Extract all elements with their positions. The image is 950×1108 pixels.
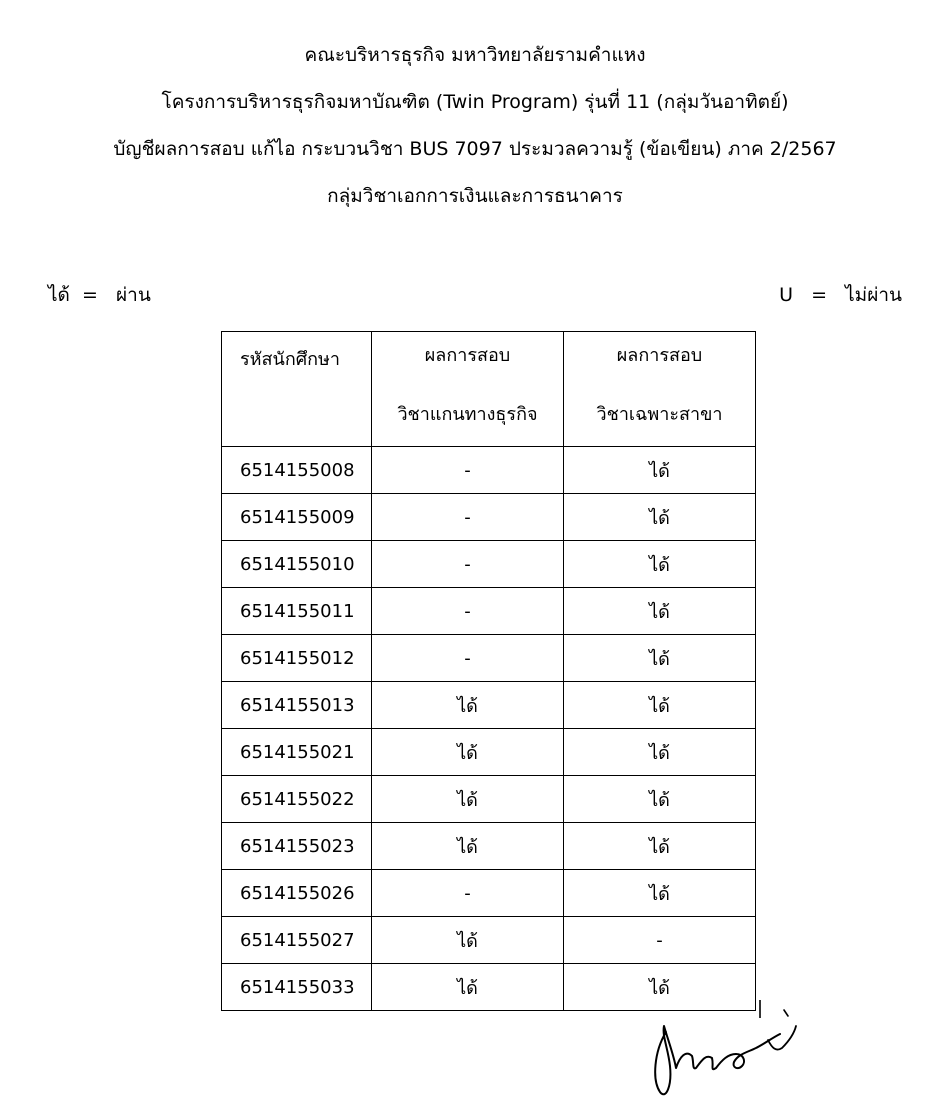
header-core-line2: วิชาแกนทางธุรกิจ xyxy=(397,404,538,425)
student-id-cell: 6514155012 xyxy=(222,635,372,682)
header-major-line2: วิชาเฉพาะสาขา xyxy=(596,404,723,425)
student-id-cell: 6514155011 xyxy=(222,588,372,635)
exam-results-title: บัญชีผลการสอบ แก้ไอ กระบวนวิชา BUS 7097 ประมวลความรู้ (ข้อเขียน) ภาค 2/2567 xyxy=(113,138,837,160)
header-major-result xyxy=(564,332,756,447)
major-result-cell: ได้ xyxy=(564,729,756,776)
student-id-cell: 6514155022 xyxy=(222,776,372,823)
header-core-result xyxy=(372,332,564,447)
core-result-cell: ได้ xyxy=(372,917,564,964)
exam-results-table xyxy=(221,331,756,1011)
header-student-id: รหัสนักศึกษา xyxy=(222,332,372,447)
core-result-cell: - xyxy=(372,447,564,494)
table-row xyxy=(222,776,756,823)
major-result-cell: ได้ xyxy=(564,541,756,588)
student-id-cell: 6514155010 xyxy=(222,541,372,588)
core-result-cell: - xyxy=(372,541,564,588)
header-major-line1: ผลการสอบ xyxy=(616,345,703,366)
student-id-cell: 6514155027 xyxy=(222,917,372,964)
legend-pass: ได้ = ผ่าน xyxy=(48,284,151,306)
major-result-cell: ได้ xyxy=(564,588,756,635)
core-result-cell: ได้ xyxy=(372,682,564,729)
core-result-cell: - xyxy=(372,870,564,917)
major-group-title: กลุ่มวิชาเอกการเงินและการธนาคาร xyxy=(327,185,623,207)
table-row xyxy=(222,447,756,494)
student-id-cell: 6514155009 xyxy=(222,494,372,541)
student-id-cell: 6514155021 xyxy=(222,729,372,776)
table-row xyxy=(222,823,756,870)
faculty-university-title: คณะบริหารธุรกิจ มหาวิทยาลัยรามคำแหง xyxy=(304,44,646,66)
core-result-cell: ได้ xyxy=(372,776,564,823)
major-result-cell: ได้ xyxy=(564,823,756,870)
core-result-cell: ได้ xyxy=(372,729,564,776)
student-id-cell: 6514155008 xyxy=(222,447,372,494)
table-row xyxy=(222,635,756,682)
document-header xyxy=(0,32,950,220)
core-result-cell: - xyxy=(372,588,564,635)
major-result-cell: ได้ xyxy=(564,870,756,917)
student-id-cell: 6514155033 xyxy=(222,964,372,1011)
table-row xyxy=(222,917,756,964)
table-row xyxy=(222,682,756,729)
program-title: โครงการบริหารธุรกิจมหาบัณฑิต (Twin Program) รุ่นที่ 11 (กลุ่มวันอาทิตย์) xyxy=(161,91,789,113)
table-row xyxy=(222,494,756,541)
table-row xyxy=(222,729,756,776)
major-result-cell: ได้ xyxy=(564,494,756,541)
core-result-cell: - xyxy=(372,494,564,541)
major-result-cell: ได้ xyxy=(564,964,756,1011)
handwritten-signature xyxy=(648,996,798,1100)
core-result-cell: - xyxy=(372,635,564,682)
table-header-row xyxy=(222,332,756,447)
major-result-cell: - xyxy=(564,917,756,964)
table-row xyxy=(222,588,756,635)
header-core-line1: ผลการสอบ xyxy=(424,345,511,366)
table-row xyxy=(222,541,756,588)
core-result-cell: ได้ xyxy=(372,964,564,1011)
major-result-cell: ได้ xyxy=(564,447,756,494)
major-result-cell: ได้ xyxy=(564,635,756,682)
major-result-cell: ได้ xyxy=(564,776,756,823)
legend-fail: U = ไม่ผ่าน xyxy=(779,284,902,306)
student-id-cell: 6514155013 xyxy=(222,682,372,729)
student-id-cell: 6514155026 xyxy=(222,870,372,917)
student-id-cell: 6514155023 xyxy=(222,823,372,870)
table-row xyxy=(222,870,756,917)
core-result-cell: ได้ xyxy=(372,823,564,870)
major-result-cell: ได้ xyxy=(564,682,756,729)
